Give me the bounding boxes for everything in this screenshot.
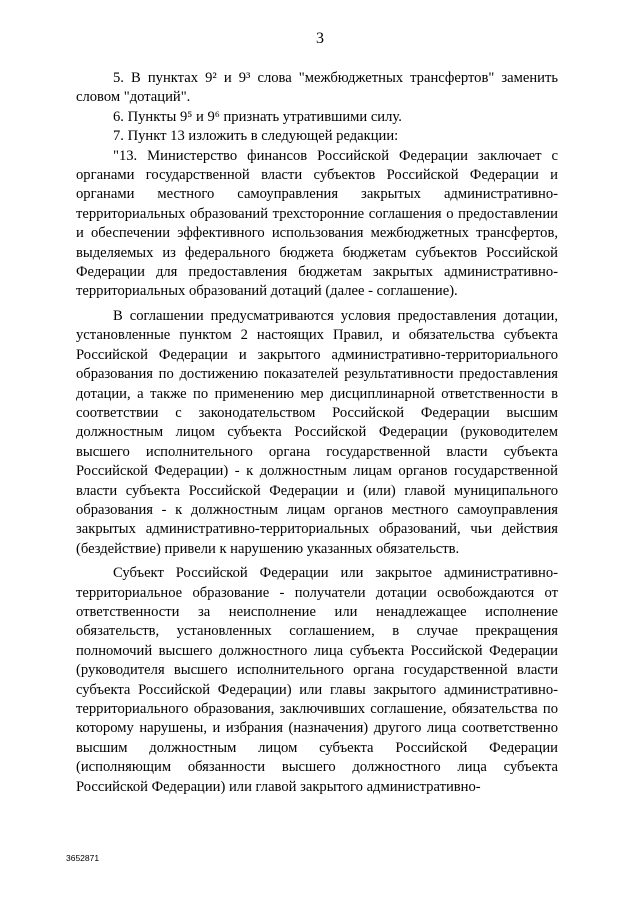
paragraph-item-13: "13. Министерство финансов Российской Федерации заключает с органами государственной власти субъектов Российской Федерации и органами местного самоуправления закрытых административно-территориальных образований трехсторонние соглашения о предоставлении и обеспечении эффективного использования межбюджетных трансфертов, выделяемых из федерального бюджета бюджетам субъектов Российской Федерации для предоставления бюджетам закрытых административно-территориальных образований дотаций (далее - соглашение).: [76, 147, 558, 300]
paragraph-item-5: 5. В пунктах 9² и 9³ слова "межбюджетных трансфертов" заменить словом "дотаций".: [76, 70, 558, 106]
paragraph-liability-release: Субъект Российской Федерации или закрытое административно-территориальное образование - получатели дотации освобождаются от ответственности за неисполнение или ненадлежащее исполнение обязательств, установленных соглашением, в случае прекращения полномочий высшего должностного лица субъекта Российской Федерации (руководителя высшего исполнительного органа государственной власти субъекта Российской Федерации) или главы закрытого административно-территориального образования, заключивших соглашение, обязательства по которому нарушены, и избрания (назначения) другого лица соответственно высшим должностным лицом субъекта Российской Федерации (исполняющим обязанности высшего должностного лица субъекта Российской Федерации) или главой закрытого административно-: [76, 565, 558, 795]
paragraph-agreement-terms: В соглашении предусматриваются условия предоставления дотации, установленные пунктом 2 настоящих Правил, и обязательства субъекта Российской Федерации и закрытого административно-территориального образования по достижению показателей результативности предоставления дотации, а также по применению мер дисциплинарной ответственности в соответствии с законодательством Российской Федерации высшим должностным лицом субъекта Российской Федерации (руководителем высшего исполнительного органа государственной власти субъекта Российской Федерации) - к должностным лицам органов государственной власти субъекта Российской Федерации и (или) главой муниципального образования - к должностным лицам органов местного самоуправления закрытых административно-территориальных образований, чьи действия (бездействие) привели к нарушению указанных обязательств.: [76, 307, 558, 557]
page-number: 3: [316, 30, 324, 47]
paragraph-item-6: 6. Пункты 9⁵ и 9⁶ признать утратившими силу.: [113, 108, 402, 125]
paragraph-item-7: 7. Пункт 13 изложить в следующей редакции:: [113, 128, 399, 145]
document-code: 3652871: [66, 853, 100, 863]
document-body: [76, 69, 558, 797]
